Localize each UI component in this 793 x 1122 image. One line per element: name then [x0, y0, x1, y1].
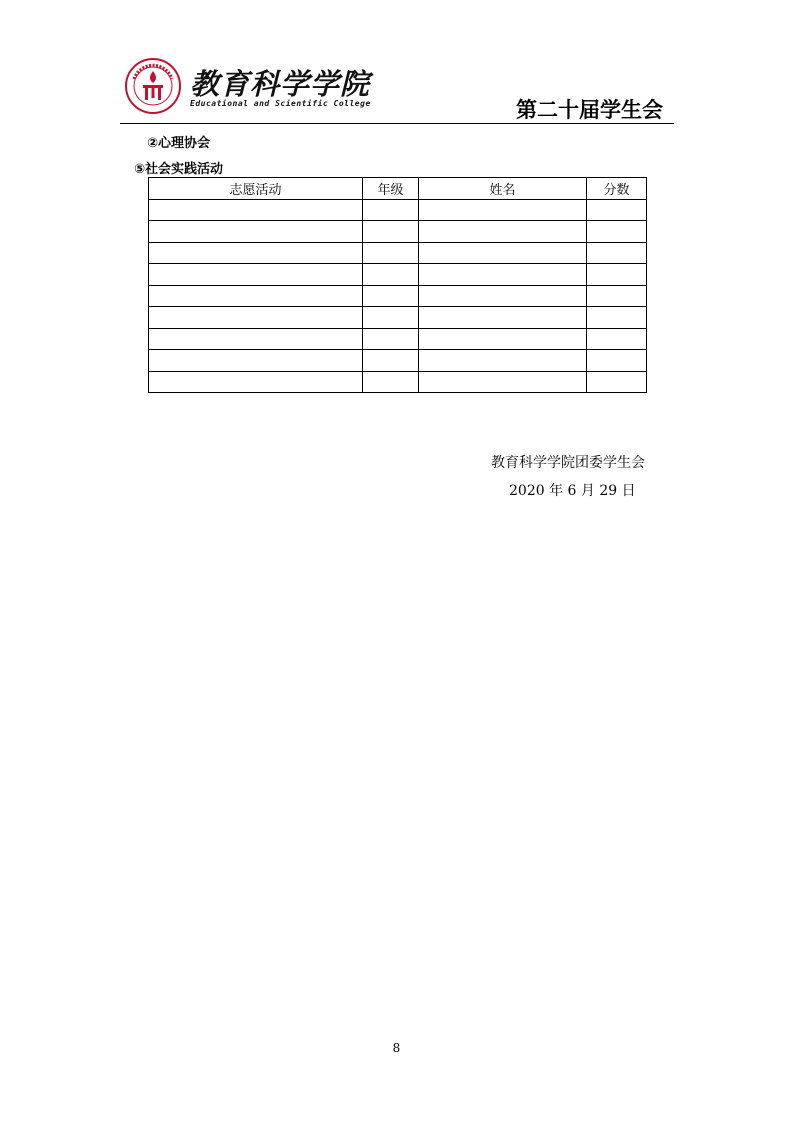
- cell-name: [419, 371, 587, 393]
- cell-activity: [149, 242, 363, 264]
- cell-activity: [149, 350, 363, 372]
- table-row: [149, 285, 647, 307]
- cell-grade: [363, 371, 419, 393]
- cell-grade: [363, 221, 419, 243]
- cell-name: [419, 199, 587, 221]
- cell-grade: [363, 350, 419, 372]
- cell-name: [419, 328, 587, 350]
- cell-activity: [149, 285, 363, 307]
- school-name: 教育科学学院: [190, 67, 371, 101]
- table-row: [149, 264, 647, 286]
- section-psychology-association: ②心理协会: [147, 136, 211, 151]
- header-divider: [120, 123, 674, 124]
- cell-activity: [149, 328, 363, 350]
- cell-name: [419, 285, 587, 307]
- section-social-practice: ⑤社会实践活动: [134, 162, 224, 177]
- table-header-row: [149, 178, 647, 200]
- volunteer-score-table: [148, 177, 647, 393]
- college-logo: [124, 57, 182, 115]
- cell-grade: [363, 199, 419, 221]
- table-row: [149, 221, 647, 243]
- table-row: [149, 199, 647, 221]
- cell-grade: [363, 307, 419, 329]
- column-header-grade: 年级: [363, 178, 419, 200]
- cell-activity: [149, 264, 363, 286]
- cell-grade: [363, 328, 419, 350]
- cell-grade: [363, 285, 419, 307]
- cell-score: [587, 199, 647, 221]
- student-council-title: 第二十届学生会: [516, 98, 663, 122]
- cell-grade: [363, 242, 419, 264]
- column-header-name: 姓名: [419, 178, 587, 200]
- signature-organization: 教育科学学院团委学生会: [491, 455, 645, 471]
- signature-date: 2020 年 6 月 29 日: [509, 483, 636, 499]
- cell-score: [587, 350, 647, 372]
- cell-activity: [149, 221, 363, 243]
- cell-name: [419, 307, 587, 329]
- cell-name: [419, 350, 587, 372]
- column-header-score: 分数: [587, 178, 647, 200]
- page-number: 8: [392, 1041, 401, 1055]
- table-row: [149, 307, 647, 329]
- cell-score: [587, 264, 647, 286]
- cell-score: [587, 307, 647, 329]
- column-header-activity: 志愿活动: [149, 178, 363, 200]
- cell-score: [587, 285, 647, 307]
- cell-grade: [363, 264, 419, 286]
- cell-activity: [149, 199, 363, 221]
- table-body: [149, 199, 647, 393]
- cell-score: [587, 371, 647, 393]
- table-row: [149, 242, 647, 264]
- cell-name: [419, 242, 587, 264]
- cell-name: [419, 264, 587, 286]
- cell-name: [419, 221, 587, 243]
- table-row: [149, 350, 647, 372]
- cell-score: [587, 328, 647, 350]
- cell-score: [587, 242, 647, 264]
- cell-activity: [149, 307, 363, 329]
- table-row: [149, 328, 647, 350]
- cell-score: [587, 221, 647, 243]
- cell-activity: [149, 371, 363, 393]
- table-row: [149, 371, 647, 393]
- school-name-english: Educational and Scientific College: [190, 99, 371, 108]
